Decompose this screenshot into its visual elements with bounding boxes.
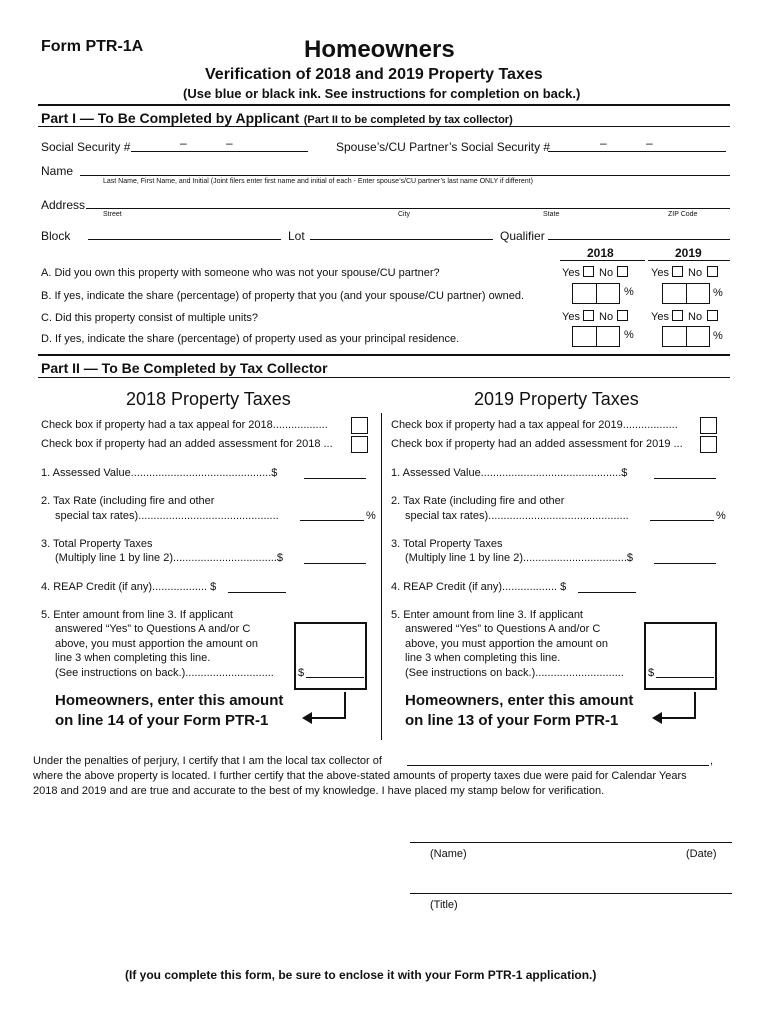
cert-line1: Under the penalties of perjury, I certify that I am the local tax collector of (33, 755, 382, 767)
qb-2019-divider (686, 283, 687, 304)
qa-2018-no-label: No (599, 267, 614, 279)
col2-title: 2019 Property Taxes (474, 389, 639, 409)
col2-enter-line2: on line 13 of your Form PTR-1 (405, 712, 619, 729)
form-title: Homeowners (304, 36, 455, 63)
zip-hint: ZIP Code (668, 211, 698, 218)
address-input[interactable] (86, 208, 730, 209)
spouse-ssn-dash-1: – (600, 136, 607, 150)
cert-line2: where the above property is located. I further certify that the above-stated amounts of property taxes due were paid for Calendar Years (33, 770, 687, 782)
qc-2018-yes-checkbox[interactable] (583, 310, 594, 321)
col1-line5-dollar: $ (298, 667, 305, 679)
col2-line5b-label: answered “Yes” to Questions A and/or C (405, 623, 601, 635)
part1-title: Part I — To Be Completed by Applicant (41, 110, 300, 126)
col2-line3b-label: (Multiply line 1 by line 2)..................................$ (405, 552, 634, 564)
qb-2018-percent-sign: % (624, 286, 634, 298)
ssn-dash-2: – (226, 136, 233, 150)
qc-2019-yes-label: Yes (651, 311, 669, 323)
question-b: B. If yes, indicate the share (percentage) of property that you (and your spouse/CU partner) owned. (41, 290, 525, 302)
col1-line2-input[interactable] (300, 520, 364, 521)
col1-line5c-label: above, you must apportion the amount on (55, 638, 259, 650)
signature-title-line[interactable] (410, 893, 732, 894)
year-2018-rule (560, 260, 645, 261)
qa-2019-no-checkbox[interactable] (707, 266, 718, 277)
cert-line3: 2018 and 2019 and are true and accurate to the best of my knowledge. I have placed my stamp below for verification. (33, 785, 605, 797)
lot-input[interactable] (310, 239, 493, 240)
col1-line4-label: 4. REAP Credit (if any).................. $ (41, 581, 217, 593)
spouse-ssn-dash-2: – (646, 136, 653, 150)
col1-arrow-icon (300, 690, 352, 726)
col2-appeal-checkbox[interactable] (700, 417, 717, 434)
qb-2018-divider (596, 283, 597, 304)
col2-line4-input[interactable] (578, 592, 636, 593)
col2-enter-line1: Homeowners, enter this amount (405, 692, 634, 709)
col1-line5a-label: 5. Enter amount from line 3. If applicant (41, 609, 233, 621)
col1-line5d-label: line 3 when completing this line. (55, 652, 211, 664)
ssn-dash-1: – (180, 136, 187, 150)
year-2018-header: 2018 (587, 246, 614, 260)
col1-enter-line1: Homeowners, enter this amount (55, 692, 284, 709)
qc-2018-no-checkbox[interactable] (617, 310, 628, 321)
col2-line1-input[interactable] (654, 478, 716, 479)
part2-rule-top (38, 354, 730, 356)
qd-2018-percent-sign: % (624, 329, 634, 341)
col2-line5e-label: (See instructions on back.)............................. (405, 667, 624, 679)
col1-line5b-label: answered “Yes” to Questions A and/or C (55, 623, 251, 635)
part1-note: (Part II to be completed by tax collector) (303, 114, 513, 126)
question-a: A. Did you own this property with someone who was not your spouse/CU partner? (41, 267, 440, 279)
qb-2019-percent-sign: % (713, 287, 723, 299)
footer-note: (If you complete this form, be sure to enclose it with your Form PTR-1 application.) (125, 968, 597, 982)
ssn-label: Social Security # (41, 140, 131, 154)
name-label: Name (41, 164, 74, 178)
form-subtitle: Verification of 2018 and 2019 Property Taxes (205, 66, 543, 83)
name-hint: Last Name, First Name, and Initial (Joint filers enter first name and initial of each - Enter spouse’s/CU partner’s last name ONLY if different) (103, 178, 533, 185)
col2-appeal-label: Check box if property had a tax appeal for 2019.................. (391, 419, 678, 431)
street-hint: Street (103, 211, 122, 218)
qa-2018-yes-checkbox[interactable] (583, 266, 594, 277)
spouse-ssn-input[interactable] (548, 151, 726, 152)
signature-name-date-line[interactable] (410, 842, 732, 843)
qa-2019-yes-checkbox[interactable] (672, 266, 683, 277)
cert-comma: , (710, 755, 714, 767)
signature-date-label: (Date) (686, 848, 717, 860)
col1-line5-input[interactable] (306, 677, 364, 678)
col2-line2a-label: 2. Tax Rate (including fire and other (391, 495, 565, 507)
part2-heading: Part II — To Be Completed by Tax Collector (41, 360, 328, 376)
part1-rule (38, 126, 730, 127)
qd-2018-divider (596, 326, 597, 347)
col2-added-checkbox[interactable] (700, 436, 717, 453)
address-label: Address (41, 198, 86, 212)
col2-line5a-label: 5. Enter amount from line 3. If applicant (391, 609, 583, 621)
signature-title-label: (Title) (430, 899, 458, 911)
spouse-ssn-label: Spouse’s/CU Partner’s Social Security # (336, 140, 551, 154)
col2-line4-label: 4. REAP Credit (if any).................. $ (391, 581, 567, 593)
col1-line5e-label: (See instructions on back.)............................. (55, 667, 274, 679)
col2-line1-label: 1. Assessed Value..............................................$ (391, 467, 628, 479)
qc-2019-no-checkbox[interactable] (707, 310, 718, 321)
qd-2019-divider (686, 326, 687, 347)
col1-line2a-label: 2. Tax Rate (including fire and other (41, 495, 215, 507)
lot-label: Lot (288, 229, 305, 243)
qualifier-input[interactable] (548, 239, 730, 240)
year-2019-rule (648, 260, 730, 261)
col2-line3-input[interactable] (654, 563, 716, 564)
col2-line3a-label: 3. Total Property Taxes (391, 538, 503, 550)
col1-line3a-label: 3. Total Property Taxes (41, 538, 153, 550)
col2-line2-percent: % (716, 510, 726, 522)
state-hint: State (543, 211, 560, 218)
qa-2019-yes-label: Yes (651, 267, 669, 279)
col2-added-label: Check box if property had an added assessment for 2019 ... (391, 438, 683, 450)
col2-line5-box[interactable] (644, 622, 717, 690)
qd-2019-percent-sign: % (713, 330, 723, 342)
col2-line5d-label: line 3 when completing this line. (405, 652, 561, 664)
qc-2018-no-label: No (599, 311, 614, 323)
qc-2019-yes-checkbox[interactable] (672, 310, 683, 321)
qc-2019-no-label: No (688, 311, 703, 323)
col1-title: 2018 Property Taxes (126, 389, 291, 409)
col1-line1-label: 1. Assessed Value..............................................$ (41, 467, 278, 479)
col1-line3b-label: (Multiply line 1 by line 2)..................................$ (55, 552, 284, 564)
ssn-input[interactable] (131, 151, 308, 152)
name-input[interactable] (80, 175, 730, 176)
col2-line5c-label: above, you must apportion the amount on (405, 638, 609, 650)
col1-line2-percent: % (366, 510, 376, 522)
tax-collector-municipality-input[interactable] (407, 765, 709, 766)
qa-2019-no-label: No (688, 267, 703, 279)
col1-line3-input[interactable] (304, 563, 366, 564)
col1-line1-input[interactable] (304, 478, 366, 479)
form-id: Form PTR-1A (41, 38, 144, 55)
col1-enter-line2: on line 14 of your Form PTR-1 (55, 712, 269, 729)
qc-2018-yes-label: Yes (562, 311, 580, 323)
col1-line2b-label: special tax rates).............................................. (55, 510, 279, 522)
signature-name-label: (Name) (430, 848, 467, 860)
col2-line2-input[interactable] (650, 520, 714, 521)
col2-line5-input[interactable] (656, 677, 714, 678)
col2-line5-dollar: $ (648, 667, 655, 679)
block-label: Block (41, 229, 71, 243)
column-divider (381, 413, 382, 740)
col1-added-label: Check box if property had an added assessment for 2018 ... (41, 438, 333, 450)
col2-arrow-icon (650, 690, 702, 726)
col1-appeal-label: Check box if property had a tax appeal for 2018.................. (41, 419, 328, 431)
part2-rule (38, 377, 730, 378)
city-hint: City (398, 211, 411, 218)
qa-2018-yes-label: Yes (562, 267, 580, 279)
col1-line5-box[interactable] (294, 622, 367, 690)
form-instruction: (Use blue or black ink. See instructions for completion on back.) (183, 86, 581, 101)
year-2019-header: 2019 (675, 246, 702, 260)
header-rule (38, 104, 730, 106)
block-input[interactable] (88, 239, 281, 240)
question-c: C. Did this property consist of multiple units? (41, 312, 259, 324)
col1-added-checkbox[interactable] (351, 436, 368, 453)
question-d: D. If yes, indicate the share (percentage) of property used as your principal residence. (41, 333, 460, 345)
col2-line2b-label: special tax rates).............................................. (405, 510, 629, 522)
col1-appeal-checkbox[interactable] (351, 417, 368, 434)
col1-line4-input[interactable] (228, 592, 286, 593)
qa-2018-no-checkbox[interactable] (617, 266, 628, 277)
qualifier-label: Qualifier (500, 229, 545, 243)
